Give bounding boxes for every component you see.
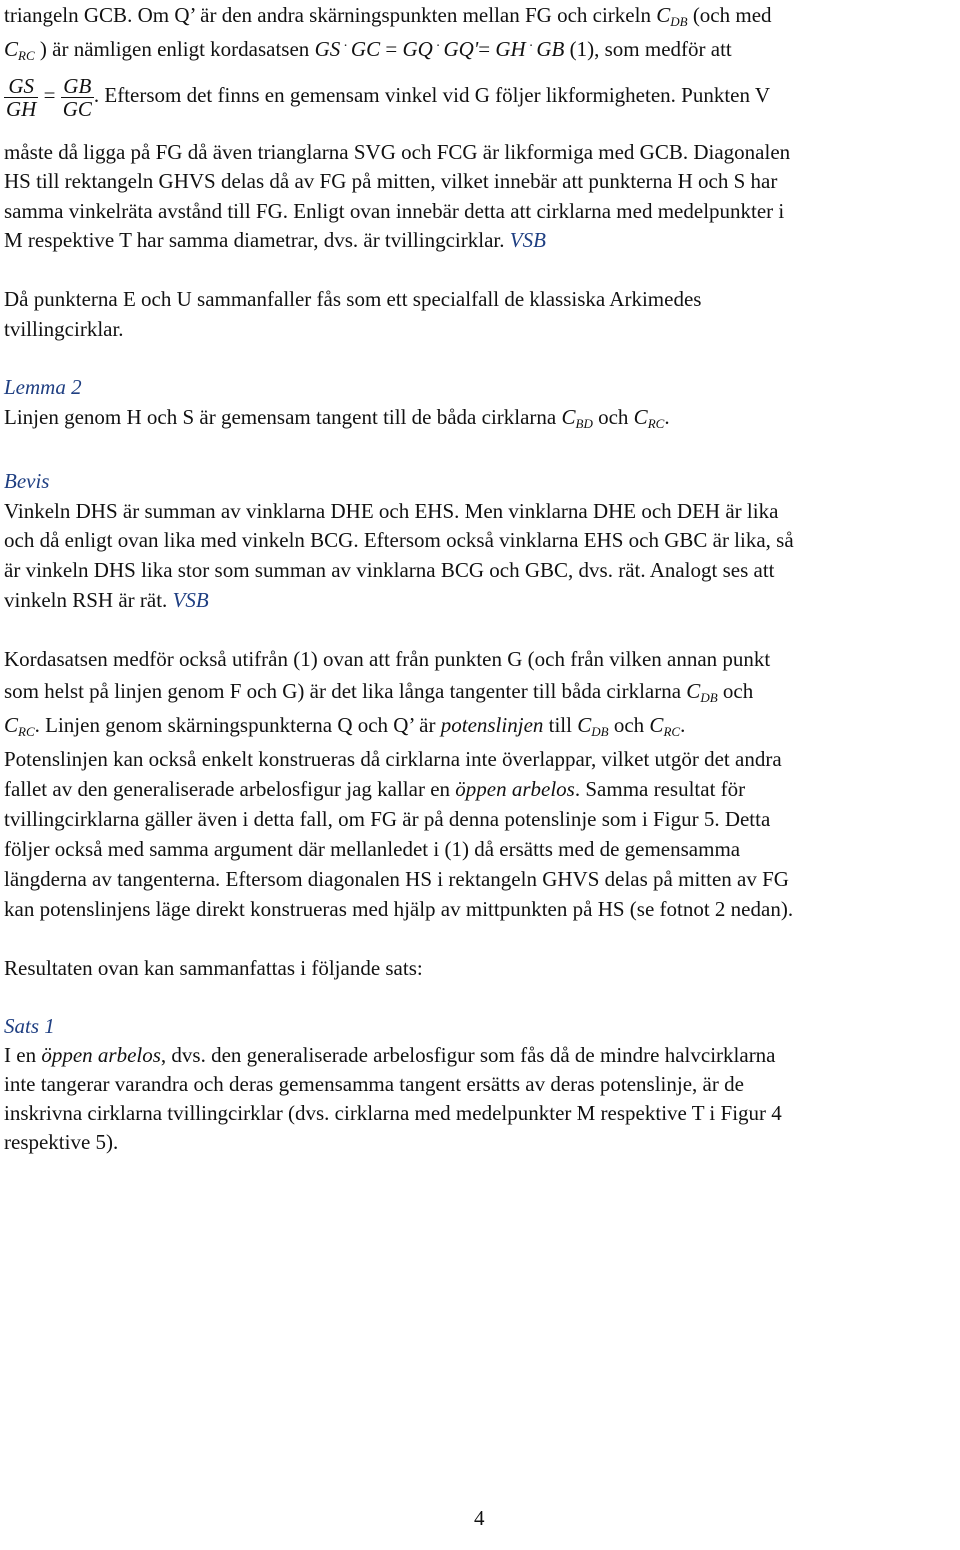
text-line: följer också med samma argument där mellanledet i (1) då ersätts med de gemensamma (4, 837, 741, 861)
math-subscript: RC (18, 724, 35, 739)
text: ) är nämligen enligt kordasatsen (39, 37, 310, 61)
text: (1), som medför att (569, 37, 732, 61)
text-line: är vinkeln DHS lika stor som summan av vinklarna BCG och GBC, dvs. rät. Analogt ses att (4, 558, 775, 582)
math-subscript: DB (670, 14, 688, 29)
text-line: Vinkeln DHS är summan av vinklarna DHE och EHS. Men vinklarna DHE och DEH är lika (4, 499, 779, 523)
math-subscript: RC (663, 724, 681, 739)
sats-heading: Sats 1 (4, 1014, 55, 1038)
math-subscript: BD (575, 416, 593, 431)
text: . Eftersom det finns en gemensam vinkel vid G följer likformigheten. Punkten V (93, 83, 771, 107)
text-line (4, 36, 732, 66)
text-line (4, 2, 772, 28)
page-number: 4 (474, 1506, 485, 1530)
text-line: som helst på linjen genom F och G) är det lika långa tangenter till båda cirklarna $C_{DB}$ och (4, 679, 754, 705)
text-line: respektive 5). (4, 1130, 119, 1154)
equals-sign: = (43, 83, 56, 107)
text-line: fallet av den generaliserade arbelosfigur jag kallar en öppen arbelos. Samma resultat för (4, 777, 746, 801)
text-line: samma vinkelräta avstånd till FG. Enligt ovan innebär detta att cirklarna med medelpunkter i (4, 199, 785, 223)
text-line: kan potenslinjens läge direkt konstrueras med hjälp av mittpunkten på HS (se fotnot 2 nedan). (4, 897, 794, 921)
text-line: och då enligt ovan lika med vinkeln BCG. Eftersom också vinklarna EHS och GBC är lika, så (4, 528, 794, 552)
text-line: längderna av tangenterna. Eftersom diagonalen HS i rektangeln GHVS delas på mitten av FG (4, 867, 789, 891)
vsb-marker: VSB (509, 228, 546, 252)
text-line: Resultaten ovan kan sammanfattas i följande sats: (4, 956, 423, 980)
math-symbol: C (686, 679, 701, 703)
text-line: vinkeln RSH är rät. VSB (4, 588, 209, 612)
emphasis: öppen arbelos (455, 777, 575, 801)
math-symbol: C (577, 713, 592, 737)
text-line: $C_{RC}$. Linjen genom skärningspunkterna Q och Q’ är potenslinjen till $C_{DB}$ och $C_{RC}$. (4, 713, 686, 739)
math-subscript: DB (591, 724, 609, 739)
math-symbol: C (4, 37, 19, 61)
text-line: I en öppen arbelos, dvs. den generaliserade arbelosfigur som fås då de mindre halvcirklarna (4, 1043, 776, 1067)
text-line: M respektive T har samma diametrar, dvs. är tvillingcirklar. VSB (4, 228, 546, 252)
text-line (4, 72, 770, 120)
emphasis: öppen arbelos (41, 1043, 161, 1067)
bevis-heading: Bevis (4, 469, 50, 493)
lemma-heading: Lemma 2 (4, 375, 82, 399)
math-subscript: RC (18, 48, 35, 63)
text-line: inskrivna cirklarna tvillingcirklar (dvs. cirklarna med medelpunkter M respektive T i Figur 4 (4, 1101, 782, 1125)
text-line: tvillingcirklar. (4, 317, 124, 341)
emphasis: potenslinjen (440, 713, 544, 737)
text-line: Linjen genom H och S är gemensam tangent till de båda cirklarna $C_{BD}$ och $C_{RC}$. (4, 405, 670, 431)
text-line: Potenslinjen kan också enkelt konstrueras då cirklarna inte överlappar, vilket utgör det andra (4, 747, 782, 771)
math-symbol: C (4, 713, 19, 737)
text: (och med (692, 3, 772, 27)
math-symbol: C (633, 405, 648, 429)
vsb-marker: VSB (172, 588, 209, 612)
text-line: tvillingcirklarna gäller även i detta fall, om FG är på denna potenslinje som i Figur 5. Detta (4, 807, 771, 831)
math-symbol: C (561, 405, 576, 429)
text-line: måste då ligga på FG då även trianglarna SVG och FCG är likformiga med GCB. Diagonalen (4, 140, 791, 164)
text-line: inte tangerar varandra och deras gemensamma tangent ersätts av deras potenslinje, är de (4, 1072, 744, 1096)
math-symbol: C (656, 3, 671, 27)
math-symbol: C (649, 713, 664, 737)
text-line: HS till rektangeln GHVS delas då av FG på mitten, vilket innebär att punkterna H och S har (4, 169, 778, 193)
math-subscript: RC (647, 416, 665, 431)
chord-equation: GS · GC = GQ · GQ'= GH · GB (314, 37, 565, 61)
text-line: Kordasatsen medför också utifrån (1) ovan att från punkten G (och från vilken annan punkt (4, 647, 771, 671)
text-line: Då punkterna E och U sammanfaller fås som ett specialfall de klassiska Arkimedes (4, 287, 702, 311)
fraction-gb-gc: $\frac{GB}{GC}$ (62, 73, 92, 121)
text: triangeln GCB. Om Q’ är den andra skärningspunkten mellan FG och cirkeln (4, 3, 651, 27)
fraction-gs-gh: $\frac{GS}{GH}$ (6, 73, 37, 121)
math-subscript: DB (700, 690, 718, 705)
